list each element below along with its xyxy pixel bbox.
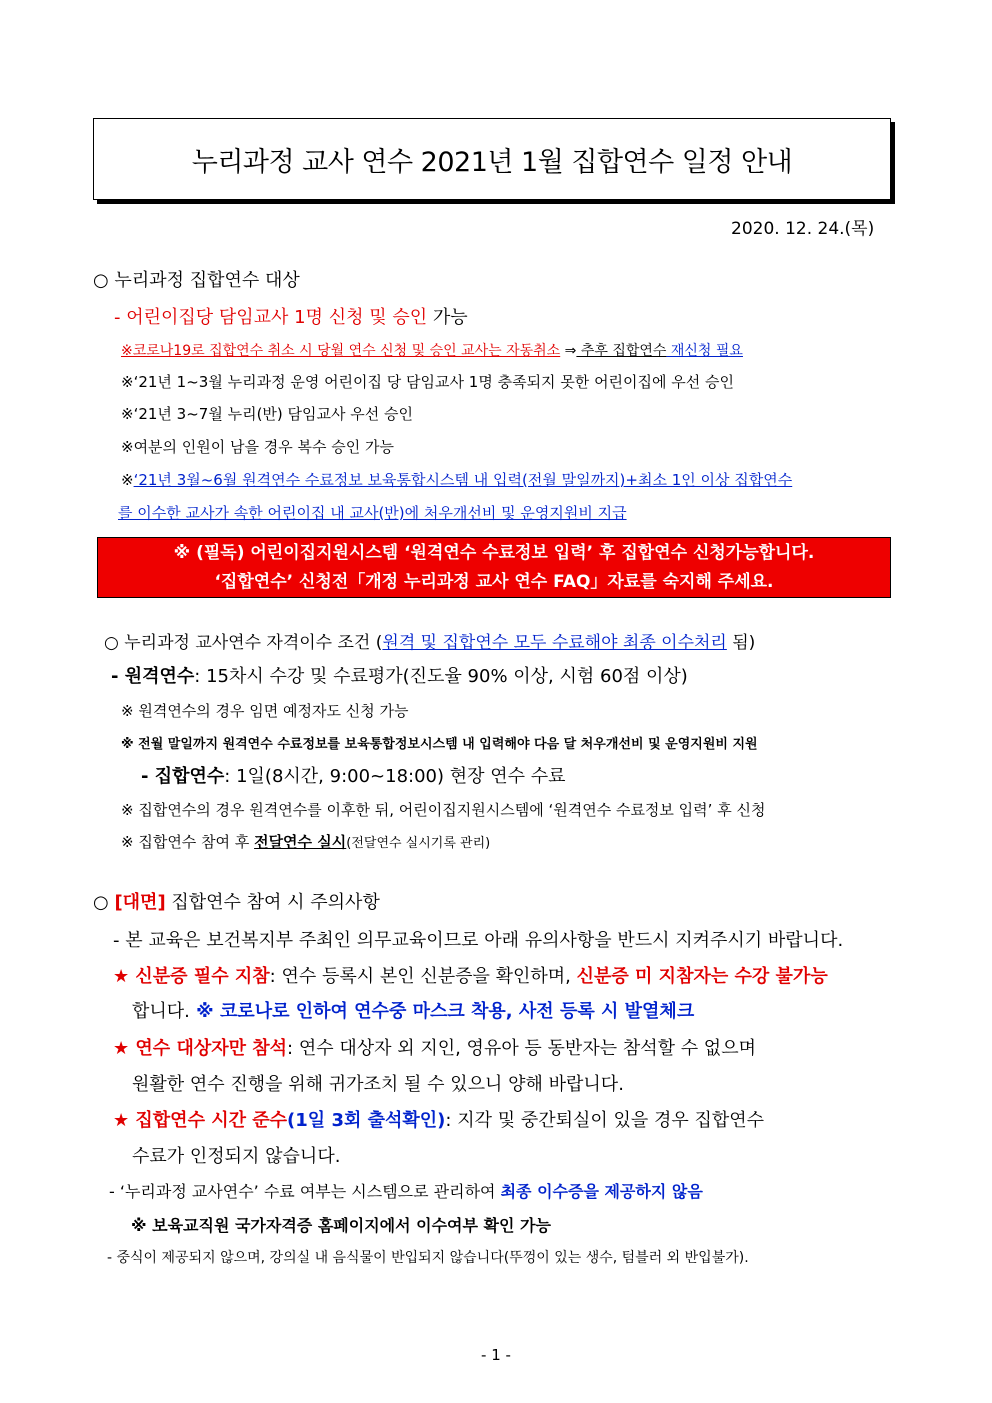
star3-blue: (1일 3회 출석확인) <box>287 1110 446 1131</box>
section2-heading <box>104 628 755 653</box>
star2-line1 <box>113 1034 756 1060</box>
star3-text: : 지각 및 중간퇴실이 있을 경우 집합연수 <box>445 1110 765 1131</box>
document-date: 2020. 12. 24.(목) <box>731 219 875 239</box>
notice-line1: ※ (필독) 어린이집지원시스템 ‘원격연수 수료정보 입력’ 후 집합연수 신청가능합니다. <box>173 542 815 563</box>
section1-line1-rest: 가능 <box>427 307 468 328</box>
group-note2-c: (전달연수 실시기록 관리) <box>346 836 491 851</box>
remote-training-text: : 15차시 수강 및 수료평가(진도율 90% 이상, 시험 60점 이상) <box>194 666 688 687</box>
remote-note2: ※ 전월 말일까지 원격연수 수료정보를 보육통합정보시스템 내 입력해야 다음 달 처우개선비 및 운영지원비 지원 <box>121 737 758 752</box>
star1-line1 <box>113 962 828 988</box>
section1-note1-red: ※코로나19로 집합연수 취소 시 당월 연수 신청 및 승인 교사는 자동취소 <box>121 343 561 359</box>
remote-note1: ※ 원격연수의 경우 임면 예정자도 신청 가능 <box>121 702 409 720</box>
section1-note1-blue-b: 재신청 필요 <box>666 343 743 359</box>
section3-intro: - 본 교육은 보건복지부 주최인 의무교육이므로 아래 유의사항을 반드시 지켜주시기 바랍니다. <box>113 930 844 951</box>
star1-line2 <box>132 997 694 1023</box>
star1-line2-text: 합니다. <box>132 1001 190 1022</box>
notice-box <box>97 537 891 598</box>
meal-notice: - 중식이 제공되지 않으며, 강의실 내 음식물이 반입되지 않습니다(뚜껑이 있는 생수, 텀블러 외 반입불가). <box>107 1250 749 1266</box>
star1-text: : 연수 등록시 본인 신분증을 확인하며, <box>269 966 577 987</box>
section1-heading: ○ 누리과정 집합연수 대상 <box>93 270 300 291</box>
section2-heading-text: ○ 누리과정 교사연수 자격이수 조건 ( <box>104 633 383 653</box>
section1-note4: ※여분의 인원이 남을 경우 복수 승인 가능 <box>121 438 395 456</box>
group-note1: ※ 집합연수의 경우 원격연수를 이후한 뒤, 어린이집지원시스템에 ‘원격연수 수료정보 입력’ 후 신청 <box>121 801 766 819</box>
section1-note5-line2: 를 이수한 교사가 속한 어린이집 내 교사(반)에 처우개선비 및 운영지원비 지급 <box>118 504 627 522</box>
star1-blue: ※ 코로나로 인하여 연수중 마스크 착용, 사전 등록 시 발열체크 <box>189 1001 695 1022</box>
section2-heading-blue: 원격 및 집합연수 모두 수료해야 최종 이수처리 <box>382 633 727 653</box>
section1-line1-red: - 어린이집당 담임교사 1명 신청 및 승인 <box>114 307 428 328</box>
star3-line1 <box>113 1106 764 1132</box>
section3-heading-a: ○ <box>93 892 115 913</box>
section3-heading <box>93 888 380 914</box>
system-line-blue: 최종 이수증을 제공하지 않음 <box>500 1182 703 1201</box>
page-title: 누리과정 교사 연수 2021년 1월 집합연수 일정 안내 <box>191 146 793 178</box>
system-line <box>109 1179 703 1202</box>
section1-note5-text1: ‘21년 3월~6월 원격연수 수료정보 보육통합시스템 내 입력(전월 말일까지)+최소 1인 이상 집합연수 <box>133 471 793 489</box>
group-training-label: - 집합연수 <box>141 766 225 787</box>
title-box <box>93 118 891 200</box>
section3-heading-b: 집합연수 참여 시 주의사항 <box>165 892 380 913</box>
notice-line2: ‘집합연수’ 신청전「개정 누리과정 교사 연수 FAQ」자료를 숙지해 주세요. <box>214 571 774 592</box>
star2-red: ★ 연수 대상자만 참석 <box>113 1038 288 1059</box>
star3-line2: 수료가 인정되지 않습니다. <box>132 1146 341 1167</box>
section1-note1 <box>121 340 743 360</box>
group-training-line <box>141 762 566 788</box>
section2-heading-end: 됨) <box>726 633 756 653</box>
page-number: - 1 - <box>481 1346 511 1364</box>
section1-note3: ※‘21년 3~7월 누리(반) 담임교사 우선 승인 <box>121 405 413 423</box>
section3-heading-red: [대면] <box>114 892 166 913</box>
system-note: ※ 보육교직원 국가자격증 홈페이지에서 이수여부 확인 가능 <box>131 1216 551 1235</box>
star1-red2: 신분증 미 지참자는 수강 불가능 <box>576 966 828 987</box>
star2-text: : 연수 대상자 외 지인, 영유아 등 동반자는 참석할 수 없으며 <box>287 1038 756 1059</box>
section1-note5-prefix: ※ <box>121 471 134 489</box>
group-note2 <box>121 831 490 852</box>
system-line-text: - ‘누리과정 교사연수’ 수료 여부는 시스템으로 관리하여 <box>109 1182 501 1201</box>
section1-note1-blue-a: 추후 집합연수 <box>576 343 667 359</box>
group-note2-b: 전달연수 실시 <box>254 833 347 851</box>
section1-line1 <box>114 303 468 329</box>
section1-note2: ※‘21년 1~3월 누리과정 운영 어린이집 당 담임교사 1명 충족되지 못한 어린이집에 우선 승인 <box>121 373 735 391</box>
section1-note5-line1 <box>121 469 792 490</box>
group-note2-a: ※ 집합연수 참여 후 <box>121 833 255 851</box>
star2-line2: 원활한 연수 진행을 위해 귀가조치 될 수 있으니 양해 바랍니다. <box>132 1074 624 1095</box>
star3-red: ★ 집합연수 시간 준수 <box>113 1110 288 1131</box>
group-training-text: : 1일(8시간, 9:00~18:00) 현장 연수 수료 <box>224 766 566 787</box>
arrow-icon: ⇒ <box>560 343 577 359</box>
star1-red: ★ 신분증 필수 지참 <box>113 966 270 987</box>
remote-training-line <box>111 662 688 688</box>
remote-training-label: - 원격연수 <box>111 666 195 687</box>
